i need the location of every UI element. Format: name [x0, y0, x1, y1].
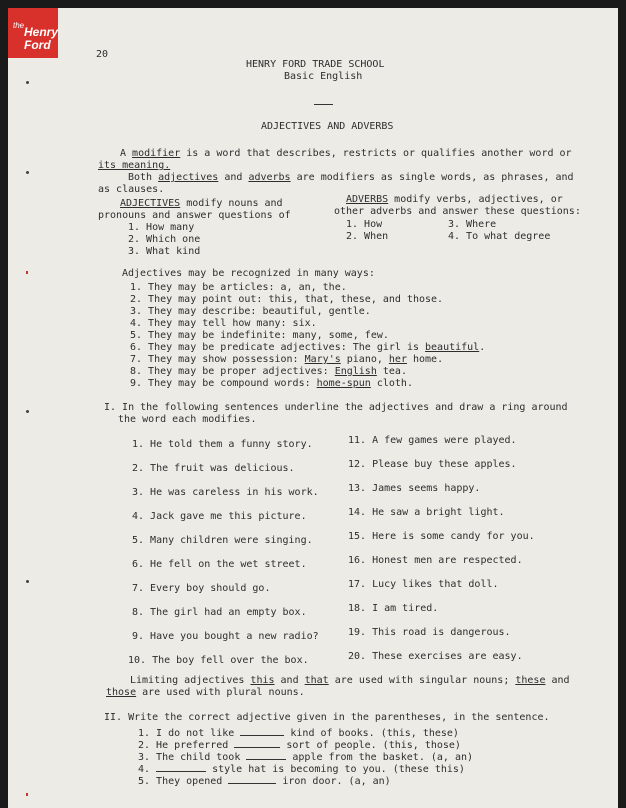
margin-red-mark	[26, 793, 28, 796]
margin-dot	[26, 81, 29, 84]
section1-sentence: 6. He fell on the wet street.	[132, 559, 307, 570]
recognize-lead: Adjectives may be recognized in many ways:	[122, 268, 375, 279]
section1-sentence: 7. Every boy should go.	[132, 583, 271, 594]
section1-sentence: 16. Honest men are respected.	[348, 555, 523, 566]
adjectives-text: pronouns and answer questions of	[98, 210, 291, 221]
margin-dot	[26, 580, 29, 583]
section1-sentence: 13. James seems happy.	[348, 483, 481, 494]
section1-instruction-cont: the word each modifies.	[118, 414, 257, 425]
adjectives-item: 2. Which one	[128, 234, 201, 245]
section1-sentence: 19. This road is dangerous.	[348, 627, 511, 638]
intro-line-2: its meaning.	[98, 160, 171, 171]
adverbs-text: other adverbs and answer these questions:	[334, 206, 581, 217]
adverbs-item: 2. When	[346, 231, 389, 242]
adjectives-item: 1. How many	[128, 222, 195, 233]
header-rule	[314, 104, 333, 105]
intro-line-3: Both adjectives and adverbs are modifiers as single words, as phrases, and	[128, 172, 574, 183]
section2-sentence: 3. The child took apple from the basket. (a, an)	[138, 749, 473, 764]
page-title: ADJECTIVES AND ADVERBS	[261, 121, 394, 132]
recognize-item: 9. They may be compound words: home-spun cloth.	[130, 378, 413, 389]
school-name: HENRY FORD TRADE SCHOOL	[246, 59, 385, 70]
recognize-item: 3. They may describe: beautiful, gentle.	[130, 306, 371, 317]
logo-ford: Ford	[24, 38, 51, 52]
adverbs-item: 4. To what degree	[448, 231, 551, 242]
adjectives-item: 3. What kind	[128, 246, 201, 257]
adverbs-item: 3. Where	[448, 219, 497, 230]
recognize-item: 2. They may point out: this, that, these, and those.	[130, 294, 444, 305]
course-name: Basic English	[284, 71, 363, 82]
section2-sentence: 4. style hat is becoming to you. (these this)	[138, 761, 465, 776]
adjectives-heading: ADJECTIVES modify nouns and	[120, 198, 283, 209]
logo-henry: Henry	[24, 25, 59, 39]
margin-red-mark	[26, 271, 28, 274]
section2-sentence: 1. I do not like kind of books. (this, these)	[138, 725, 459, 740]
adverbs-heading: ADVERBS modify verbs, adjectives, or	[346, 194, 563, 205]
recognize-item: 1. They may be articles: a, an, the.	[130, 282, 347, 293]
recognize-item: 8. They may be proper adjectives: English tea.	[130, 366, 407, 377]
limiting-note: Limiting adjectives this and that are used with singular nouns; these and	[130, 675, 570, 686]
section1-sentence: 17. Lucy likes that doll.	[348, 579, 499, 590]
section1-sentence: 18. I am tired.	[348, 603, 439, 614]
section1-instruction: I. In the following sentences underline the adjectives and draw a ring around	[104, 402, 568, 413]
section1-sentence: 5. Many children were singing.	[132, 535, 313, 546]
section1-sentence: 4. Jack gave me this picture.	[132, 511, 307, 522]
recognize-item: 5. They may be indefinite: many, some, few.	[130, 330, 389, 341]
margin-dot	[26, 171, 29, 174]
adverbs-item: 1. How	[346, 219, 383, 230]
section2-sentence: 5. They opened iron door. (a, an)	[138, 773, 391, 788]
henry-ford-logo	[8, 8, 58, 58]
recognize-item: 7. They may show possession: Mary's piano, her home.	[130, 354, 444, 365]
section1-sentence: 2. The fruit was delicious.	[132, 463, 295, 474]
intro-line-1: A modifier is a word that describes, restricts or qualifies another word or	[120, 148, 572, 159]
section2-instruction: II. Write the correct adjective given in the parentheses, in the sentence.	[104, 712, 550, 723]
section1-sentence: 12. Please buy these apples.	[348, 459, 517, 470]
logo-the: the	[13, 21, 25, 30]
section1-sentence: 10. The boy fell over the box.	[128, 655, 309, 666]
document-page	[8, 8, 618, 808]
margin-dot	[26, 410, 29, 413]
section1-sentence: 14. He saw a bright light.	[348, 507, 505, 518]
section1-sentence: 20. These exercises are easy.	[348, 651, 523, 662]
section1-sentence: 1. He told them a funny story.	[132, 439, 313, 450]
section1-sentence: 11. A few games were played.	[348, 435, 517, 446]
section2-sentence: 2. He preferred sort of people. (this, those)	[138, 737, 461, 752]
section1-sentence: 15. Here is some candy for you.	[348, 531, 535, 542]
recognize-item: 4. They may tell how many: six.	[130, 318, 317, 329]
limiting-note-cont: those are used with plural nouns.	[106, 687, 305, 698]
page-number: 20	[96, 49, 109, 60]
section1-sentence: 9. Have you bought a new radio?	[132, 631, 319, 642]
recognize-item: 6. They may be predicate adjectives: The girl is beautiful.	[130, 342, 486, 353]
section1-sentence: 8. The girl had an empty box.	[132, 607, 307, 618]
section1-sentence: 3. He was careless in his work.	[132, 487, 319, 498]
intro-line-4: as clauses.	[98, 184, 165, 195]
